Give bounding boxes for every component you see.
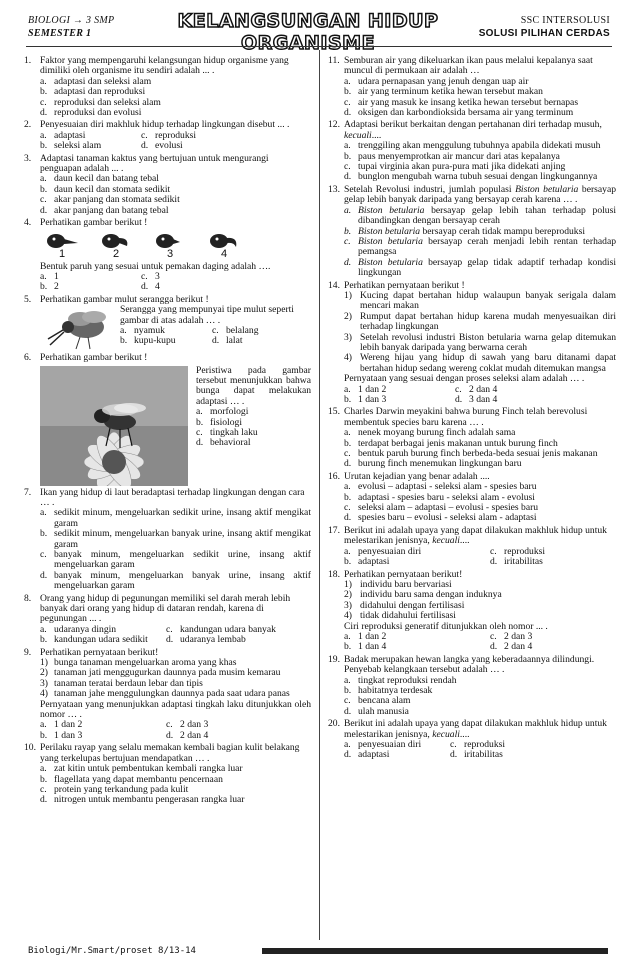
statement-4: 4) Wereng hijau yang hidup di sawah yang baru ditanami dapat bertahan hidup sedang wereng coklat mudah ditemukan mangsa [344,352,616,374]
bird-label: 2 [112,247,120,260]
bird-head-icon [153,231,187,249]
question-number: 2. [24,119,32,131]
option-a: a. Biston betularia bersayap gelap lebih tahan terhadap polusi dibandingkan dengan bersayap cerah [344,204,616,227]
statement-2: 2) Rumput dapat bertahan hidup karena mudah menyesuaikan diri terhadap lingkungan [344,310,616,333]
option-d: d. oksigen dan karbondioksida bersama air yang terminum [344,107,574,119]
option-b: b. adaptasi [344,556,390,568]
left-column [24,56,311,808]
question-14 [328,281,616,406]
options [196,407,311,449]
subject-label: BIOLOGI → 3 SMP [28,15,115,26]
question-stem: Ikan yang hidup di laut beradaptasi terhadap lingkungan dengan cara … . [40,486,305,508]
bird-head-icon [99,231,133,249]
option-a: a. udaranya dingin [40,623,117,635]
statement-4: 4) tanaman jahe menggulungkan daunnya pada saat udara panas [40,688,290,700]
statement-2: 2) tanaman jati menggugurkan daunnya pada musim kemarau [40,667,281,679]
options [120,326,311,347]
question-stem: Urutan kejadian yang benar adalah .... [344,470,490,482]
question-number: 16. [328,470,340,482]
option-c: c. belalang [212,324,259,336]
statement-1: 1) individu baru bervariasi [344,578,452,590]
option-c: c. seleksi alam – adaptasi – evolusi - spesies baru [344,502,539,514]
option-d: d. 3 dan 4 [455,394,498,405]
question-3 [24,154,311,216]
option-c: c. banyak minum, mengeluarkan sedikit urine, insang aktif mengeluarkan garam [40,548,311,571]
options [40,508,311,591]
option-d-first: d. adaptasi [344,749,390,761]
column-divider [319,50,320,940]
option-a: a. nyamuk [120,324,165,336]
statement-2: 2) individu baru sama dengan induknya [344,589,502,601]
option-b: b. Biston betularia bersayap cerah tidak mampu bereproduksi [344,225,585,237]
page-header [0,0,638,54]
option-b: b. 1 dan 3 [344,394,387,405]
insect-mouth-image [40,305,114,351]
question-13 [328,185,616,279]
question-stem: Perhatikan gambar berikut ! [40,352,148,364]
option-a: a. morfologi [196,406,249,418]
option-d: d. behavioral [196,437,251,449]
options [344,740,616,761]
question-stem: Adaptasi tanaman kaktus yang bertujuan untuk mengurangi penguapan adalah ... . [40,152,269,175]
bird-head-icon [45,231,79,249]
question-prompt: Bentuk paruh yang sesuai untuk pemakan daging adalah …. [40,260,271,272]
options [344,676,616,718]
question-11 [328,56,616,118]
bird-head-icon [207,231,241,249]
question-stem: Charles Darwin meyakini bahwa burung Finch telah berevolusi membentuk species baru karena … . [344,406,588,428]
question-6 [24,353,311,485]
option-a: a. adaptasi dan seleksi alam [40,75,152,87]
statement-list [344,291,616,374]
option-b: b. sedikit minum, mengeluarkan banyak urine, insang aktif mengikat garam [40,528,311,550]
statement-3: 3) didahului dengan fertilisasi [344,599,465,611]
options [40,272,311,293]
options [344,428,616,470]
option-a: a. penyesuaian diri [344,545,422,557]
option-c: c. 2 dan 4 [455,383,498,395]
option-d-second: d. iritabilitas [450,749,503,761]
option-d: d. bunglon mengubah warna tubuh sesuai dengan lingkungannya [344,171,598,183]
options [344,141,616,183]
question-stem: Perhatikan gambar mulut serangga berikut ! [40,293,209,305]
option-a: a. trenggiling akan menggulung tubuhnya apabila didekati musuh [344,140,601,152]
question-1 [24,56,311,118]
statement-list [40,658,311,700]
option-c: c. 3 [141,270,160,282]
option-a: a. penyesuaian diri [344,739,422,750]
option-b: b. kandungan udara sedikit [40,634,148,646]
option-d: d. 2 dan 4 [490,641,533,653]
question-number: 6. [24,352,32,364]
bird-beak-figure [42,231,311,260]
question-stem: Penyesuaian diri makhluk hidup terhadap lingkungan disebut ... . [40,119,290,131]
question-2 [24,120,311,151]
question-number: 10. [24,742,36,754]
options [40,720,311,741]
question-stem: Badak merupakan hewan langka yang keberadaannya dilindungi. Penyebab kelangkaan tersebut adalah … . [344,653,595,676]
question-prompt: Serangga yang mempunyai tipe mulut seperti gambar di atas adalah … . [120,304,294,326]
question-stem: Perhatikan pernyataan berikut! [344,568,463,580]
options [40,625,311,646]
options [344,385,616,406]
question-6-body [40,366,311,486]
question-17 [328,526,616,568]
option-d: d. ulah manusia [344,705,409,717]
question-4 [24,218,311,293]
option-b: b. 1 dan 4 [344,641,387,653]
option-c: c. Biston betularia bersayap cerah menjadi lebih rentan terhadap pemangsa [344,235,617,258]
right-column [328,56,616,763]
option-a: a. 1 dan 2 [40,719,83,731]
option-b: b. daun kecil dan stomata sedikit [40,183,171,195]
question-number: 17. [328,524,340,536]
option-d: d. evolusi [141,140,183,152]
question-7 [24,488,311,592]
option-b: b. 1 dan 3 [40,729,83,741]
option-c: c. 2 dan 3 [166,719,209,731]
option-b: b. terdapat berbagai jenis makanan untuk burung finch [344,437,558,449]
option-d: d. akar panjang dan batang tebal [40,204,169,216]
option-a: a. 1 dan 2 [344,383,387,395]
bird-label: 4 [220,247,228,260]
question-8 [24,594,311,646]
options [40,764,311,806]
question-number: 19. [328,653,340,665]
option-a: a. adaptasi [40,129,86,141]
question-19 [328,655,616,717]
option-c: c. air yang masuk ke insang ketika hewan tersebut bernapas [344,96,579,108]
option-c: c. tupai virginia akan pura-pura mati jika didekati anjing [344,161,566,173]
question-number: 20. [328,718,340,730]
question-stem: Perhatikan pernyataan berikut ! [344,279,465,291]
question-stem: Adaptasi berikut berkaitan dengan pertahanan diri terhadap musuh, kecuali.... [344,119,602,141]
option-c: c. reproduksi [141,129,197,141]
question-prompt: Ciri reproduksi generatif ditunjukkan oleh nomor ... . [344,620,548,632]
option-d: d. nitrogen untuk membantu pengerasan rangka luar [40,794,245,806]
options [344,77,616,119]
statement-3: 3) Setelah revolusi industri Biston betularia warna gelap ditemukan lebih banyak daripada yang berwarna cerah [344,331,616,353]
option-a: a. sedikit minum, mengeluarkan sedikit urine, insang aktif mengikat garam [40,507,311,529]
option-c: c. reproduksi dan seleksi alam [40,96,161,108]
options [344,482,616,524]
option-a: a. daun kecil dan batang tebal [40,173,159,185]
option-d: d. spesies baru – evolusi - seleksi alam - adaptasi [344,512,537,524]
option-a: a. 1 [40,270,59,282]
question-prompt: Peristiwa pada gambar tersebut menunjukkan bahwa bunga dapat melakukan adaptasi … . [196,364,311,407]
option-c: c. bentuk paruh burung finch berbeda-beda sesuai jenis makanan [344,448,598,460]
options [40,174,311,216]
header-rule [26,46,612,47]
options [40,131,311,152]
option-d: d. udaranya lembab [166,634,246,646]
option-d: d. banyak minum, mengeluarkan banyak urine, insang aktif mengeluarkan garam [40,569,311,592]
question-stem: Perilaku rayap yang selalu memakan kembali bagian kulit belakang yang terkelupas bertujuan mendapatkan … . [40,742,300,764]
statement-4: 4) tidak didahului fertilisasi [344,610,456,622]
option-b: b. fisiologi [196,416,242,428]
header-left [28,14,114,40]
option-d: d. burung finch menemukan lingkungan baru [344,458,522,470]
option-c: c. tingkah laku [196,426,258,438]
option-c: c. kandungan udara banyak [166,623,276,635]
option-c: c. 2 dan 3 [490,630,533,642]
statement-1: 1) Kucing dapat bertahan hidup walaupun banyak serigala dalam mencari makan [344,289,616,312]
page-footer: Biologi/Mr.Smart/proset 8/13-14 [28,946,196,956]
question-stem: Semburan air yang dikeluarkan ikan paus melalui kepalanya saat muncul di permukaan air adalah … [344,55,593,77]
options [344,206,616,279]
option-c: c. bencana alam [344,695,411,707]
option-a: a. 1 dan 2 [344,630,387,642]
option-a: a. nenek moyang burung finch adalah sama [344,427,516,439]
option-d: d. Biston betularia bersayap gelap tidak adaptif terhadap kondisi lingkungan [344,256,617,279]
statement-1: 1) bunga tanaman mengeluarkan aroma yang khas [40,657,237,669]
footer-bar [262,948,608,954]
question-9 [24,648,311,742]
option-d: d. reproduksi dan evolusi [40,107,142,119]
question-10 [24,743,311,805]
question-prompt: Pernyataan yang menunjukkan adaptasi tingkah laku ditunjukkan oleh nomor … . [40,698,311,721]
question-number: 18. [328,568,340,580]
option-c: c. akar panjang dan stomata sedikit [40,194,180,206]
option-d: d. 4 [141,281,160,293]
question-stem: Perhatikan pernyataan berikut! [40,646,159,658]
option-a: a. zat kitin untuk pembentukan kembali rangka luar [40,763,243,775]
question-stem: Faktor yang mempengaruhi kelangsungan hidup organisme yang dimiliki oleh organisme itu sendiri adalah ... . [40,55,289,77]
question-18 [328,570,616,653]
option-d: d. 2 dan 4 [166,729,209,741]
question-number: 15. [328,406,340,418]
option-d: d. lalat [212,335,243,347]
option-a: a. tingkat reproduksi rendah [344,674,457,686]
option-b: b. adaptasi - spesies baru - seleksi alam - evolusi [344,491,535,503]
question-number: 5. [24,293,32,305]
option-b: b. adaptasi dan reproduksi [40,86,146,98]
option-b: b. 2 [40,281,59,293]
statement-list [344,580,616,622]
question-stem: Orang yang hidup di pegunungan memiliki sel darah merah lebih banyak dari orang yang hidup di dataran rendah, karena di pegunungan ... . [40,592,291,625]
option-b: b. air yang terminum ketika hewan tersebut makan [344,86,543,98]
option-c: c. protein yang terkandung pada kulit [40,783,189,795]
org-label: SSC INTERSOLUSI [520,15,610,26]
option-b: b. seleksi alam [40,140,102,152]
question-20 [328,719,616,761]
option-c: c. reproduksi [490,545,546,557]
bird-beak-4 [204,231,244,260]
tagline-label: SOLUSI PILIHAN CERDAS [478,28,610,39]
question-number: 3. [24,152,32,164]
page-title: KELANGSUNGAN HIDUP ORGANISME [177,10,439,54]
option-d: d. iritabilitas [490,556,543,568]
question-stem: Setelah Revolusi industri, jumlah populasi Biston betularia bersayap gelap lebih banyak daripada yang bersayap cerah karena … . [344,183,616,206]
option-a: a. udara pernapasan yang jenuh dengan uap air [344,75,529,87]
question-5-body [40,305,311,351]
question-5-text [120,305,311,351]
question-number: 1. [24,55,32,66]
statement-3: 3) tanaman teratai berdaun lebar dan tipis [40,677,203,689]
option-c: c. reproduksi [450,739,506,750]
question-16 [328,472,616,524]
bird-beak-3 [150,231,190,260]
question-stem: Perhatikan gambar berikut ! [40,217,148,229]
question-number: 12. [328,119,340,131]
option-b: b. kupu-kupu [120,335,176,347]
question-number: 8. [24,592,32,604]
question-number: 11. [328,55,340,66]
bird-label: 3 [166,247,174,260]
question-number: 4. [24,217,32,229]
options [344,547,616,568]
bee-on-flower-image [40,366,188,486]
question-15 [328,407,616,469]
header-right [479,14,610,40]
question-number: 7. [24,486,32,498]
options [40,77,311,119]
question-stem: Berikut ini adalah upaya yang dapat dilakukan makhluk hidup untuk melestarikan jenisnya, kecuali.... [344,524,607,547]
question-stem: Berikut ini adalah upaya yang dapat dilakukan makhluk hidup untuk melestarikan jenisnya, kecuali.... [344,718,607,740]
options [344,632,616,653]
question-5 [24,295,311,351]
bird-beak-2 [96,231,136,260]
question-number: 9. [24,646,32,658]
option-b: b. flagellata yang dapat membantu pencernaan [40,773,223,785]
option-b: b. paus menyemprotkan air mancur dari atas kepalanya [344,150,560,162]
option-b: b. habitatnya terdesak [344,684,433,696]
question-prompt: Pernyataan yang sesuai dengan proses seleksi alam adalah … . [344,373,585,385]
bird-beak-1 [42,231,82,260]
question-12 [328,120,616,182]
question-number: 14. [328,279,340,291]
semester-label: SEMESTER 1 [28,28,92,39]
question-6-text [196,366,311,486]
option-a: a. evolusi – adaptasi - seleksi alam - spesies baru [344,481,537,493]
bird-label: 1 [58,247,66,260]
question-number: 13. [328,183,340,195]
